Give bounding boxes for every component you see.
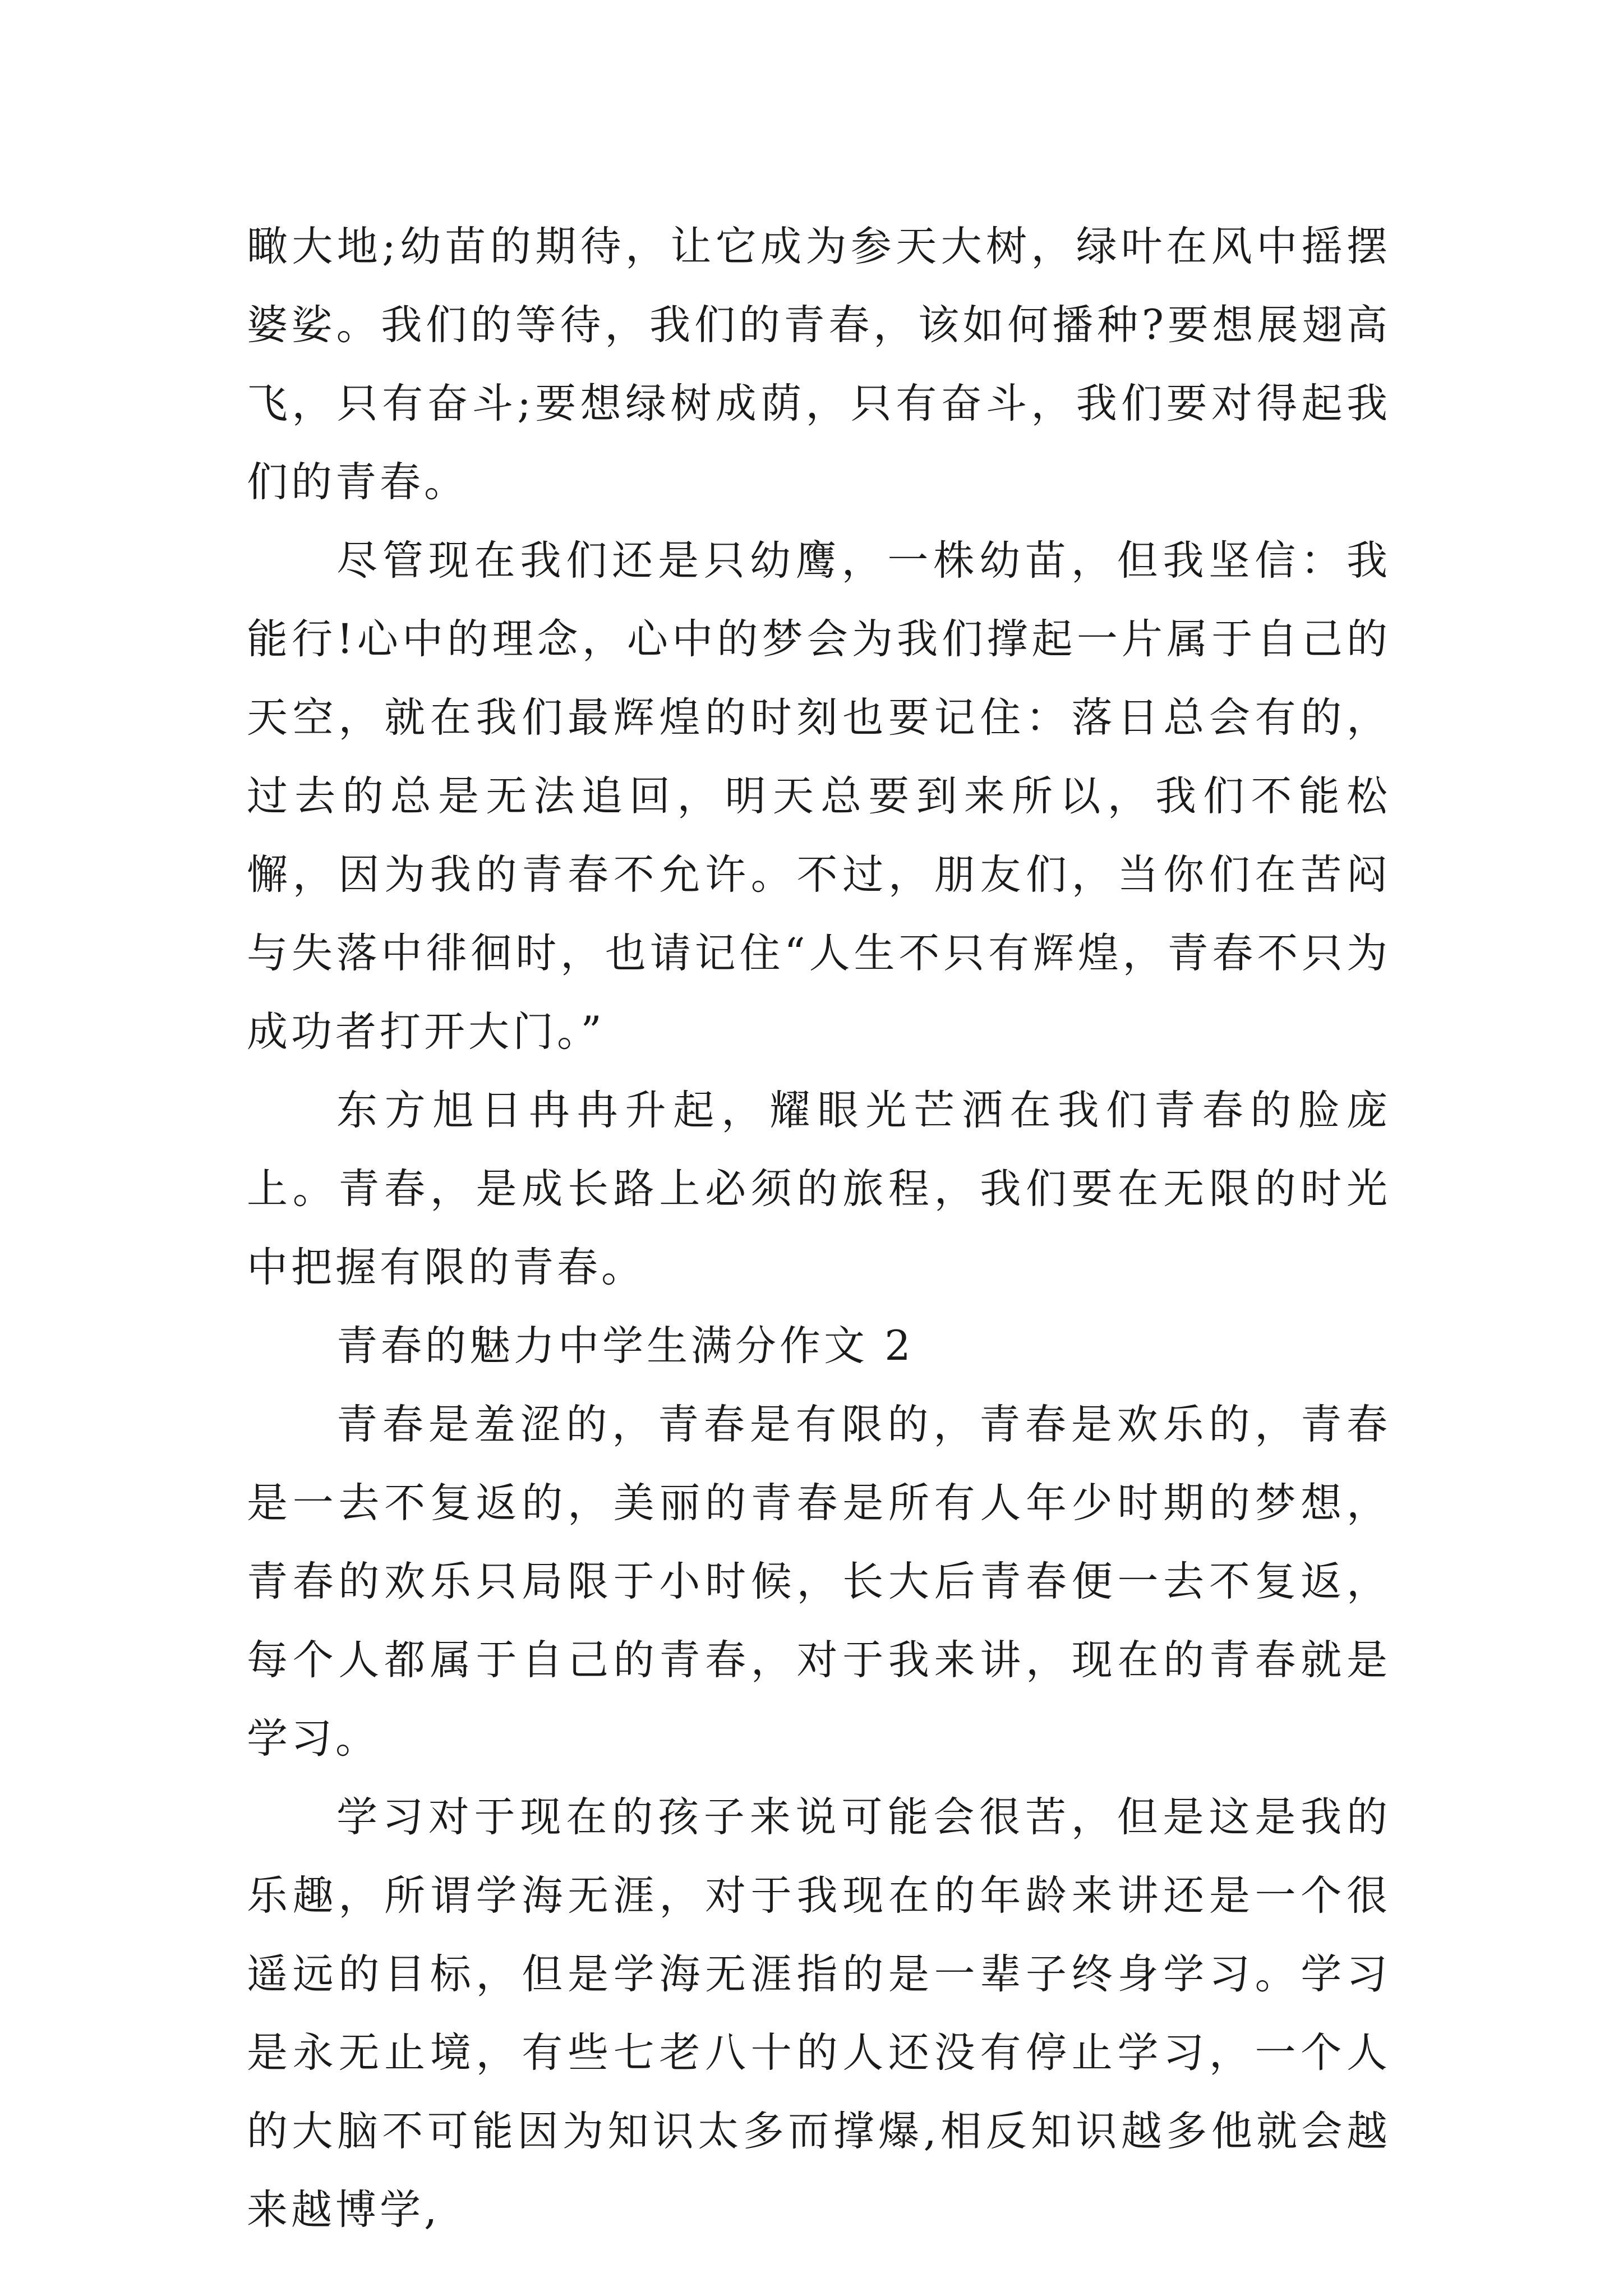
paragraph: 东方旭日冉冉升起，耀眼光芒洒在我们青春的脸庞上。青春，是成长路上必须的旅程，我们要在无限的时光中把握有限的青春。 xyxy=(247,1087,1391,1291)
paragraph: 尽管现在我们还是只幼鹰，一株幼苗，但我坚信：我能行!心中的理念，心中的梦会为我们撑起一片属于自己的天空，就在我们最辉煌的时刻也要记住：落日总会有的，过去的总是无法追回，明天总要到来所以，我们不能松懈，因为我的青春不允许。不过，朋友们，当你们在苦闷与失落中徘徊时，也请记住“人生不只有辉煌，青春不只为成功者打开大门。” xyxy=(247,537,1391,1056)
paragraph-continuation: 瞰大地;幼苗的期待，让它成为参天大树，绿叶在风中摇摆婆娑。我们的等待，我们的青春，该如何播种?要想展翅高飞，只有奋斗;要想绿树成荫，只有奋斗，我们要对得起我们的青春。 xyxy=(247,223,1391,506)
paragraph: 青春是羞涩的，青春是有限的，青春是欢乐的，青春是一去不复返的，美丽的青春是所有人年少时期的梦想，青春的欢乐只局限于小时候，长大后青春便一去不复返，每个人都属于自己的青春，对于我来讲，现在的青春就是学习。 xyxy=(247,1401,1391,1763)
essay-body xyxy=(247,208,1391,2249)
essay-title: 青春的魅力中学生满分作文 2 xyxy=(336,1322,914,1370)
paragraph: 学习对于现在的孩子来说可能会很苦，但是这是我的乐趣，所谓学海无涯，对于我现在的年龄来讲还是一个很遥远的目标，但是学海无涯指的是一辈子终身学习。学习是永无止境，有些七老八十的人还没有停止学习，一个人的大脑不可能因为知识太多而撑爆,相反知识越多他就会越来越博学, xyxy=(247,1793,1391,2234)
